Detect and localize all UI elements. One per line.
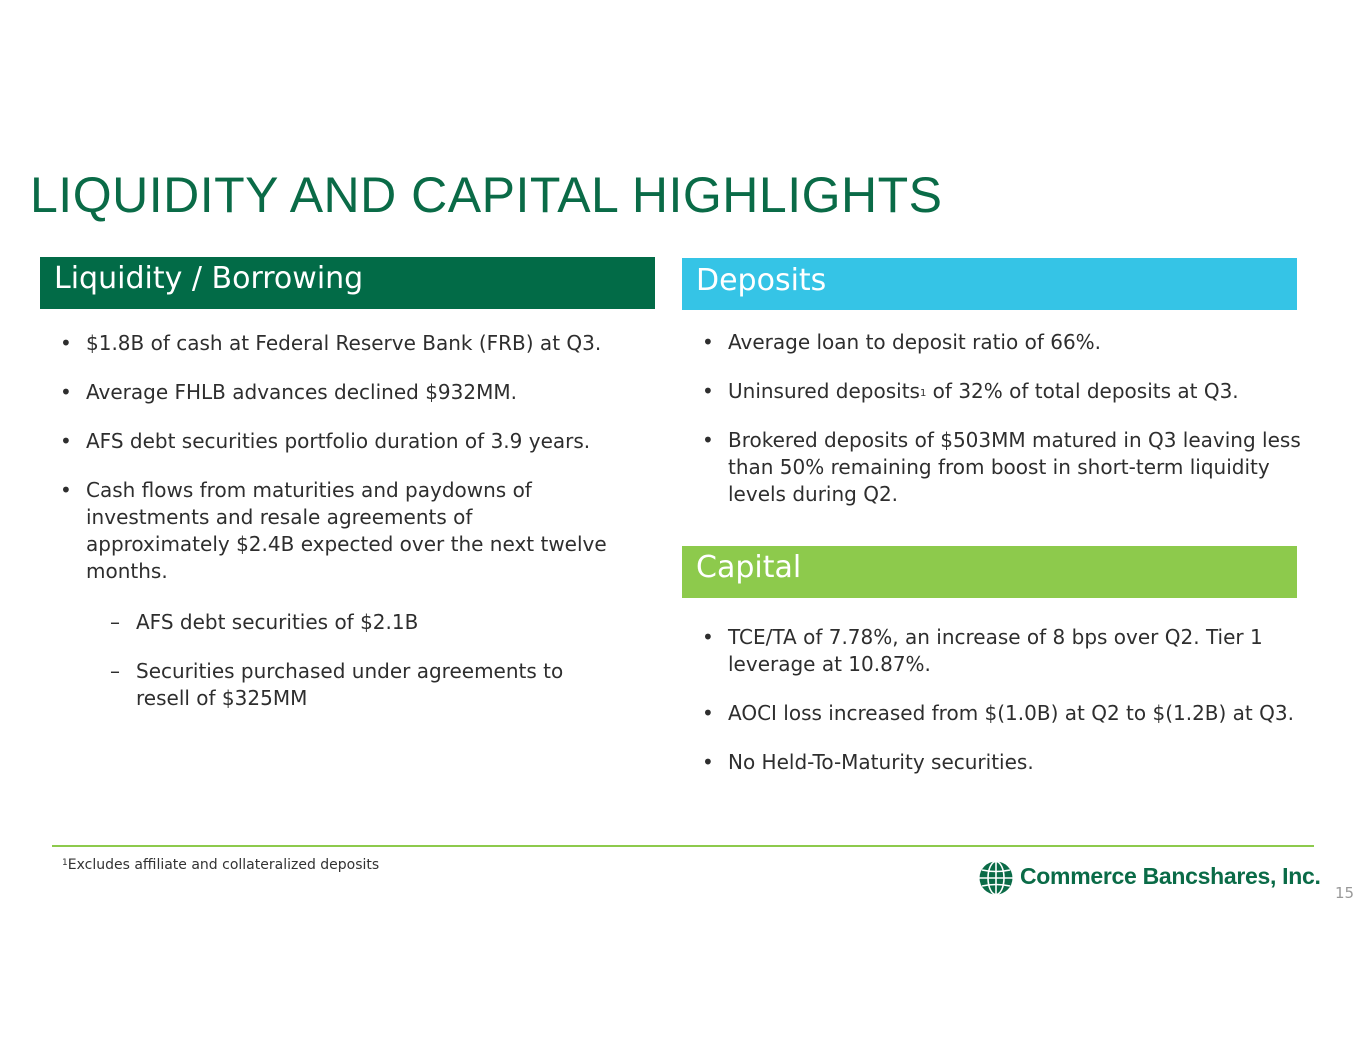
- bullet-icon: •: [60, 331, 72, 355]
- footnote: [62, 857, 379, 873]
- list-item: [702, 624, 1302, 678]
- list-item-text: AFS debt securities portfolio duration of 3.9 years.: [86, 429, 591, 453]
- page-number: 15: [1335, 884, 1355, 902]
- list-item-text-before: Uninsured deposits: [728, 379, 920, 403]
- bullet-icon: •: [60, 380, 72, 404]
- deposits-heading: Deposits: [682, 258, 1297, 310]
- list-item-text-after: of 32% of total deposits at Q3.: [926, 379, 1239, 403]
- list-item: [702, 749, 1302, 776]
- list-item-text: TCE/TA of 7.78%, an increase of 8 bps over Q2. Tier 1 leverage at 10.87%.: [728, 625, 1263, 676]
- globe-icon: [978, 860, 1014, 896]
- dash-icon: –: [110, 659, 120, 683]
- list-item: [60, 428, 620, 455]
- list-item: [702, 378, 1302, 405]
- deposits-list: [702, 329, 1302, 530]
- footer-divider: [52, 845, 1314, 847]
- list-item-text: Brokered deposits of $503MM matured in Q3 leaving less than 50% remaining from boost in short-term liquidity levels during Q2.: [728, 428, 1301, 506]
- bullet-icon: •: [702, 379, 714, 403]
- bullet-icon: •: [702, 701, 714, 725]
- list-item-text: Average FHLB advances declined $932MM.: [86, 380, 517, 404]
- list-item: [60, 379, 620, 406]
- list-item-text: Cash flows from maturities and paydowns of investments and resale agreements of approximately $2.4B expected over the next twelve months.: [86, 478, 607, 583]
- liquidity-heading: Liquidity / Borrowing: [40, 257, 655, 309]
- company-logo: [978, 860, 1321, 896]
- bullet-icon: •: [702, 428, 714, 452]
- bullet-icon: •: [702, 330, 714, 354]
- bullet-icon: •: [702, 625, 714, 649]
- list-item: [702, 700, 1302, 727]
- bullet-icon: •: [702, 750, 714, 774]
- sub-list-item-text: Securities purchased under agreements to resell of $325MM: [136, 659, 564, 710]
- capital-list: [702, 624, 1302, 798]
- list-item-text: No Held-To-Maturity securities.: [728, 750, 1034, 774]
- list-item: [60, 477, 620, 712]
- footnote-marker: 1: [919, 388, 927, 399]
- bullet-icon: •: [60, 478, 72, 502]
- sub-list-item: [110, 658, 620, 712]
- list-item-text: $1.8B of cash at Federal Reserve Bank (FRB) at Q3.: [86, 331, 602, 355]
- sub-list-item-text: AFS debt securities of $2.1B: [136, 610, 419, 634]
- sub-list-item: [110, 609, 620, 636]
- list-item: [702, 329, 1302, 356]
- capital-heading: Capital: [682, 546, 1297, 598]
- dash-icon: –: [110, 610, 120, 634]
- list-item: [702, 427, 1302, 508]
- list-item: [60, 330, 620, 357]
- page-title: LIQUIDITY AND CAPITAL HIGHLIGHTS: [30, 167, 943, 223]
- logo-text: Commerce Bancshares, Inc.: [1020, 863, 1321, 889]
- footnote-marker: 1: [62, 858, 68, 868]
- liquidity-list: [60, 330, 620, 734]
- footnote-text: Excludes affiliate and collateralized deposits: [67, 857, 380, 873]
- list-item-text: Average loan to deposit ratio of 66%.: [728, 330, 1102, 354]
- list-item-text: AOCI loss increased from $(1.0B) at Q2 to $(1.2B) at Q3.: [728, 701, 1294, 725]
- bullet-icon: •: [60, 429, 72, 453]
- sub-list: [86, 609, 620, 712]
